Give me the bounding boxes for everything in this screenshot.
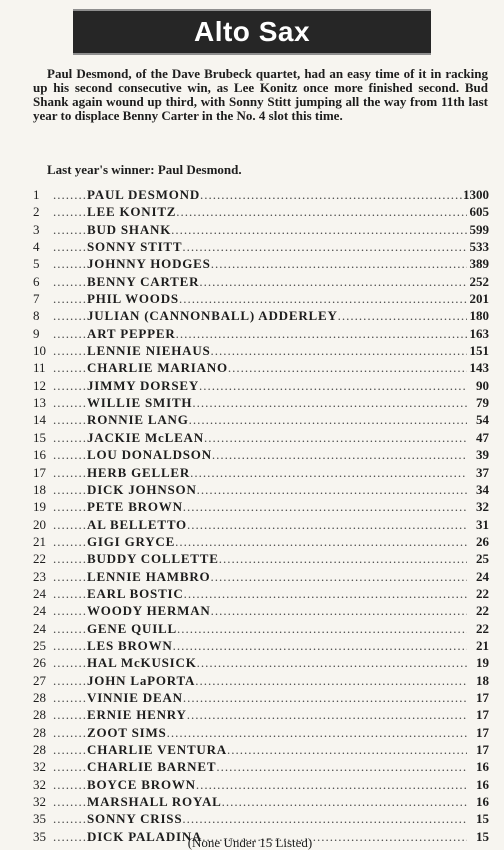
leader-dots — [53, 620, 87, 637]
leader-dots — [53, 776, 87, 793]
list-item — [33, 654, 489, 671]
leader-dots — [53, 255, 87, 272]
section-header — [73, 9, 431, 55]
musician-name: WOODY HERMAN — [87, 603, 211, 619]
list-item — [33, 550, 489, 567]
leader-dots — [200, 186, 463, 203]
list-item — [33, 776, 489, 793]
musician-name: EARL BOSTIC — [87, 585, 184, 601]
vote-count: 90 — [476, 377, 489, 393]
leader-dots — [189, 411, 467, 428]
rank-number: 28 — [33, 689, 46, 705]
leader-dots — [53, 550, 87, 567]
list-item — [33, 533, 489, 550]
vote-count: 16 — [476, 759, 489, 775]
list-item — [33, 273, 489, 290]
rank-number: 20 — [33, 516, 46, 532]
musician-name: HAL McKUSICK — [87, 655, 197, 671]
leader-dots — [183, 498, 467, 515]
rank-number: 9 — [33, 325, 40, 341]
musician-name: BENNY CARTER — [87, 273, 200, 289]
leader-dots — [183, 689, 467, 706]
list-item — [33, 446, 489, 463]
leader-dots — [53, 203, 87, 220]
musician-name: DICK JOHNSON — [87, 481, 197, 497]
list-item — [33, 342, 489, 359]
vote-count: 252 — [469, 273, 489, 289]
vote-count: 15 — [476, 811, 489, 827]
leader-dots — [53, 602, 87, 619]
leader-dots — [53, 221, 87, 238]
list-item — [33, 307, 489, 324]
musician-name: AL BELLETTO — [87, 516, 187, 532]
list-item — [33, 758, 489, 775]
leader-dots — [53, 585, 87, 602]
list-item — [33, 325, 489, 342]
musician-name: HERB GELLER — [87, 464, 191, 480]
footnote: (None Under 15 Listed) — [187, 835, 313, 850]
leader-dots — [53, 273, 87, 290]
musician-name: LEE KONITZ — [87, 204, 177, 220]
rank-number: 35 — [33, 811, 46, 827]
rank-number: 12 — [33, 377, 46, 393]
leader-dots — [211, 342, 467, 359]
musician-name: LES BROWN — [87, 637, 173, 653]
vote-count: 599 — [469, 221, 489, 237]
leader-dots — [53, 290, 87, 307]
leader-dots — [53, 758, 87, 775]
leader-dots — [227, 741, 467, 758]
leader-dots — [219, 550, 467, 567]
leader-dots — [212, 446, 467, 463]
vote-count: 22 — [476, 603, 489, 619]
rank-number: 7 — [33, 291, 40, 307]
leader-dots — [53, 429, 87, 446]
musician-name: BUD SHANK — [87, 221, 172, 237]
leader-dots — [53, 325, 87, 342]
leader-dots — [199, 377, 467, 394]
leader-dots — [211, 255, 467, 272]
list-item — [33, 689, 489, 706]
vote-count: 151 — [469, 343, 489, 359]
leader-dots — [184, 585, 467, 602]
rank-number: 4 — [33, 239, 40, 255]
musician-name: DICK PALADINA — [87, 828, 203, 844]
leader-dots — [53, 481, 87, 498]
musician-name: PETE BROWN — [87, 499, 183, 515]
leader-dots — [176, 325, 467, 342]
list-item — [33, 620, 489, 637]
list-item — [33, 221, 489, 238]
leader-dots — [197, 481, 467, 498]
musician-name: WILLIE SMITH — [87, 395, 193, 411]
list-item — [33, 255, 489, 272]
list-item — [33, 464, 489, 481]
vote-count: 39 — [476, 447, 489, 463]
list-item — [33, 290, 489, 307]
leader-dots — [195, 672, 467, 689]
rank-number: 32 — [33, 794, 46, 810]
rank-number: 24 — [33, 620, 46, 636]
leader-dots — [53, 516, 87, 533]
leader-dots — [192, 394, 467, 411]
musician-name: ZOOT SIMS — [87, 724, 167, 740]
rank-number: 17 — [33, 464, 46, 480]
musician-name: CHARLIE VENTURA — [87, 742, 227, 757]
leader-dots — [187, 706, 467, 723]
musician-name: LOU DONALDSON — [87, 447, 212, 463]
leader-dots — [338, 307, 467, 324]
leader-dots — [177, 620, 467, 637]
musician-name: ERNIE HENRY — [87, 707, 187, 723]
vote-count: 47 — [476, 429, 489, 445]
leader-dots — [53, 307, 87, 324]
rank-number: 3 — [33, 221, 40, 237]
list-item — [33, 203, 489, 220]
rank-number: 13 — [33, 395, 46, 411]
rank-number: 2 — [33, 204, 40, 220]
vote-count: 15 — [476, 828, 489, 844]
musician-name: LENNIE NIEHAUS — [87, 343, 211, 359]
vote-count: 32 — [476, 499, 489, 515]
vote-count: 31 — [476, 516, 489, 532]
vote-count: 17 — [476, 742, 489, 757]
rank-number: 8 — [33, 308, 40, 324]
list-item — [33, 810, 489, 827]
leader-dots — [53, 654, 87, 671]
leader-dots — [167, 724, 467, 741]
list-item — [33, 481, 489, 498]
vote-count: 54 — [476, 412, 489, 428]
leader-dots — [196, 776, 467, 793]
vote-count: 24 — [476, 568, 489, 584]
musician-name: JOHNNY HODGES — [87, 256, 211, 272]
vote-count: 163 — [469, 325, 489, 341]
rank-number: 28 — [33, 724, 46, 740]
musician-name: SONNY CRISS — [87, 811, 183, 827]
vote-count: 533 — [469, 239, 489, 255]
leader-dots — [53, 724, 87, 741]
leader-dots — [182, 238, 467, 255]
leader-dots — [53, 446, 87, 463]
leader-dots — [53, 359, 87, 376]
vote-count: 17 — [476, 689, 489, 705]
leader-dots — [53, 464, 87, 481]
rank-number: 28 — [33, 742, 46, 757]
musician-name: GENE QUILL — [87, 620, 177, 636]
musician-name: BOYCE BROWN — [87, 776, 196, 792]
rank-number: 19 — [33, 499, 46, 515]
musician-name: MARSHALL ROYAL — [87, 794, 222, 810]
leader-dots — [53, 828, 87, 845]
musician-name: GIGI GRYCE — [87, 533, 176, 549]
vote-count: 19 — [476, 655, 489, 671]
rank-number: 14 — [33, 412, 46, 428]
list-item — [33, 429, 489, 446]
musician-name: PHIL WOODS — [87, 291, 179, 307]
rank-number: 16 — [33, 447, 46, 463]
leader-dots — [211, 602, 467, 619]
musician-name: RONNIE LANG — [87, 412, 189, 428]
rankings-list — [33, 186, 489, 845]
musician-name: BUDDY COLLETTE — [87, 551, 219, 567]
musician-name: ART PEPPER — [87, 325, 176, 341]
leader-dots — [53, 637, 87, 654]
rank-number: 5 — [33, 256, 40, 272]
leader-dots — [173, 637, 467, 654]
rank-number: 1 — [33, 187, 40, 202]
vote-count: 17 — [476, 707, 489, 723]
rank-number: 15 — [33, 429, 46, 445]
vote-count: 201 — [469, 291, 489, 307]
leader-dots — [210, 568, 467, 585]
leader-dots — [216, 758, 467, 775]
vote-count: 16 — [476, 794, 489, 810]
rank-number: 32 — [33, 776, 46, 792]
list-item — [33, 724, 489, 741]
vote-count: 605 — [469, 204, 489, 220]
intro-paragraph: Paul Desmond, of the Dave Brubeck quartet, had an easy time of it in racking up his second consecutive win, as Lee Konitz once more finished second. Bud Shank again wound up third, with Sonny Stitt jumping all the way from 11th last year to displace Benny Carter in the No. 4 slot this time. — [33, 66, 488, 123]
leader-dots — [197, 654, 467, 671]
section-title: Alto Sax — [193, 16, 311, 47]
list-item — [33, 498, 489, 515]
list-item — [33, 568, 489, 585]
leader-dots — [228, 359, 467, 376]
musician-name: JACKIE McLEAN — [87, 429, 204, 445]
leader-dots — [53, 568, 87, 585]
list-item — [33, 186, 489, 203]
leader-dots — [222, 793, 467, 810]
leader-dots — [53, 238, 87, 255]
list-item — [33, 741, 489, 758]
vote-count: 180 — [469, 308, 489, 324]
rank-number: 10 — [33, 343, 46, 359]
list-item — [33, 359, 489, 376]
list-item — [33, 585, 489, 602]
leader-dots — [171, 221, 467, 238]
rank-number: 28 — [33, 707, 46, 723]
vote-count: 26 — [476, 533, 489, 549]
vote-count: 37 — [476, 464, 489, 480]
vote-count: 389 — [469, 256, 489, 272]
musician-name: LENNIE HAMBRO — [87, 568, 211, 584]
list-item — [33, 377, 489, 394]
rank-number: 24 — [33, 603, 46, 619]
vote-count: 18 — [476, 672, 489, 688]
list-item — [33, 411, 489, 428]
musician-name: PAUL DESMOND — [87, 187, 201, 202]
musician-name: CHARLIE MARIANO — [87, 360, 228, 376]
list-item — [33, 238, 489, 255]
rank-number: 27 — [33, 672, 46, 688]
rank-number: 22 — [33, 551, 46, 567]
rank-number: 26 — [33, 655, 46, 671]
rank-number: 6 — [33, 273, 40, 289]
leader-dots — [53, 741, 87, 758]
musician-name: CHARLIE BARNET — [87, 759, 217, 775]
leader-dots — [53, 672, 87, 689]
vote-count: 34 — [476, 481, 489, 497]
list-item — [33, 394, 489, 411]
list-item — [33, 793, 489, 810]
musician-name: SONNY STITT — [87, 239, 183, 255]
leader-dots — [53, 342, 87, 359]
rank-number: 11 — [33, 360, 46, 376]
rank-number: 24 — [33, 585, 46, 601]
leader-dots — [53, 810, 87, 827]
rank-number: 25 — [33, 637, 46, 653]
leader-dots — [190, 464, 467, 481]
musician-name: JOHN LaPORTA — [87, 672, 196, 688]
vote-count: 21 — [476, 637, 489, 653]
leader-dots — [53, 186, 87, 203]
vote-count: 22 — [476, 585, 489, 601]
list-item — [33, 706, 489, 723]
leader-dots — [53, 689, 87, 706]
leader-dots — [199, 273, 467, 290]
leader-dots — [53, 394, 87, 411]
leader-dots — [53, 377, 87, 394]
leader-dots — [187, 516, 467, 533]
leader-dots — [53, 706, 87, 723]
leader-dots — [53, 498, 87, 515]
leader-dots — [53, 411, 87, 428]
leader-dots — [176, 203, 467, 220]
list-item — [33, 516, 489, 533]
leader-dots — [179, 290, 467, 307]
musician-name: JULIAN (CANNONBALL) ADDERLEY — [87, 308, 338, 324]
leader-dots — [182, 810, 467, 827]
list-item — [33, 637, 489, 654]
rank-number: 21 — [33, 533, 46, 549]
leader-dots — [53, 793, 87, 810]
rank-number: 23 — [33, 568, 46, 584]
vote-count: 22 — [476, 620, 489, 636]
musician-name: JIMMY DORSEY — [87, 377, 200, 393]
rank-number: 18 — [33, 481, 46, 497]
leader-dots — [204, 429, 467, 446]
rank-number: 35 — [33, 828, 46, 844]
list-item — [33, 672, 489, 689]
vote-count: 17 — [476, 724, 489, 740]
vote-count: 1300 — [463, 187, 489, 202]
last-year-winner: Last year's winner: Paul Desmond. — [47, 162, 242, 177]
vote-count: 143 — [469, 360, 489, 376]
vote-count: 25 — [476, 551, 489, 567]
leader-dots — [175, 533, 467, 550]
rank-number: 32 — [33, 759, 46, 775]
vote-count: 79 — [476, 395, 489, 411]
list-item — [33, 602, 489, 619]
musician-name: VINNIE DEAN — [87, 689, 183, 705]
leader-dots — [53, 533, 87, 550]
vote-count: 16 — [476, 776, 489, 792]
